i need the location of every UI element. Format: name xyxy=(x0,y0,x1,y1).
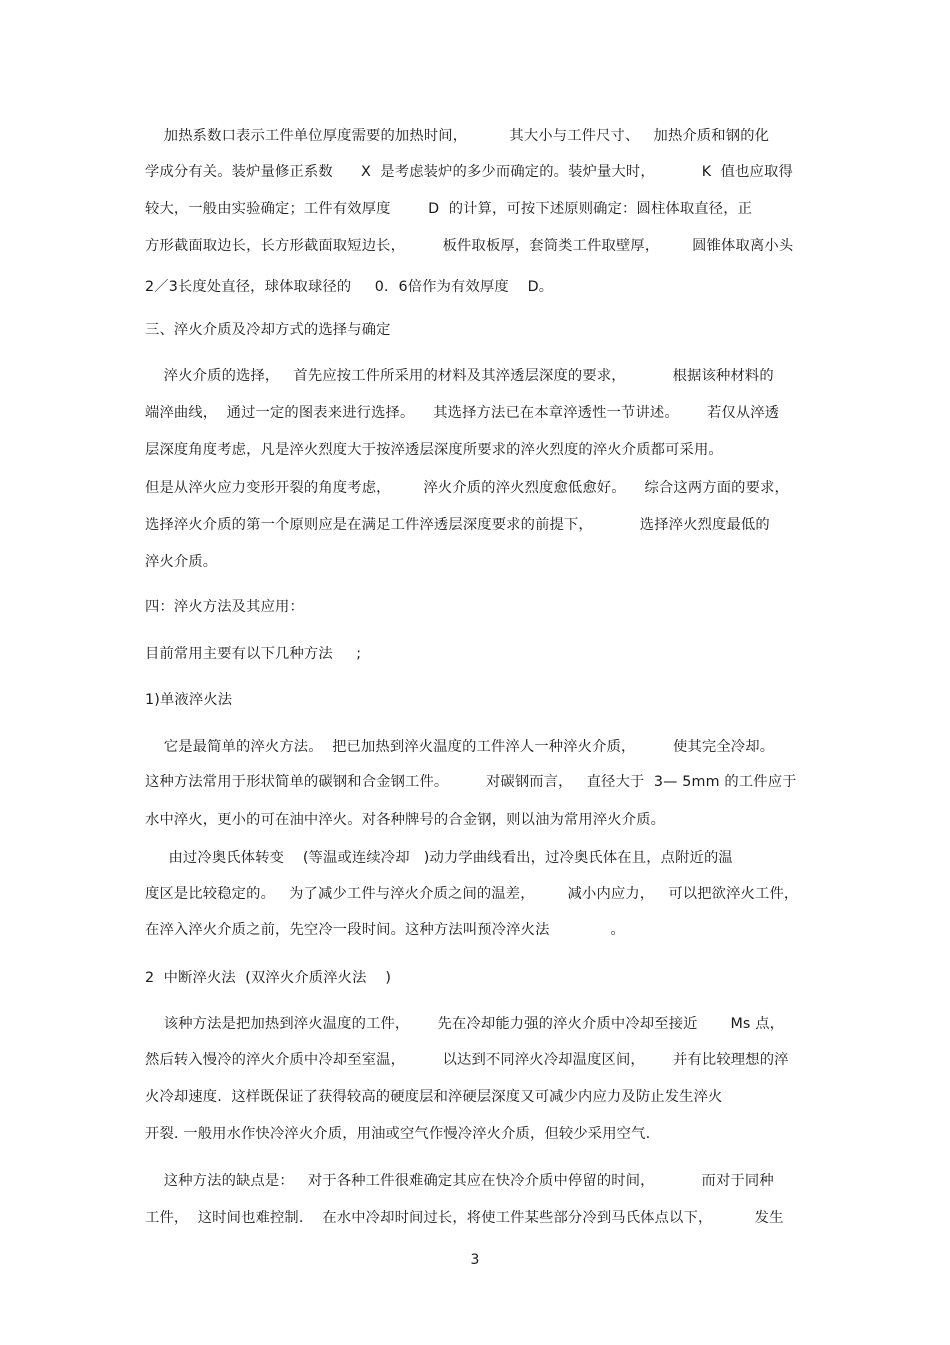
text-line: 目前常用主要有以下几种方法 ; xyxy=(145,646,362,662)
section-heading: 三、淬火介质及冷却方式的选择与确定 xyxy=(145,322,391,338)
text-line: 学成分有关。装炉量修正系数 X 是考虑装炉的多少而确定的。装炉量大时， K 值也应取得 xyxy=(145,164,793,180)
text-line: 开裂. 一般用水作快冷淬火介质，用油或空气作慢冷淬火介质，但较少采用空气. xyxy=(145,1126,651,1142)
text-line: 工件， 这时间也难控制. 在水中冷却时间过长，将使工件某些部分冷到马氏体点以下， 发生 xyxy=(145,1210,784,1226)
page-number: 3 xyxy=(470,1252,480,1268)
text-line: 由过冷奥氏体转变 (等温或连续冷却 )动力学曲线看出，过冷奥氏体在且，点附近的温 xyxy=(145,850,733,866)
text-line: 选择淬火介质的第一个原则应是在满足工件淬透层深度要求的前提下， 选择淬火烈度最低的 xyxy=(145,517,770,533)
text-line: 加热系数口表示工件单位厚度需要的加热时间， 其大小与工件尺寸、 加热介质和钢的化 xyxy=(145,128,770,144)
text-line: 然后转入慢冷的淬火介质中冷却至室温， 以达到不同淬火冷却温度区间， 并有比较理想的淬 xyxy=(145,1052,789,1068)
text-line: 层深度角度考虑，凡是淬火烈度大于按淬透层深度所要求的淬火烈度的淬火介质都可采用。 xyxy=(145,442,723,458)
text-line: 它是最简单的淬火方法。 把已加热到淬火温度的工件淬人一种淬火介质， 使其完全冷却。 xyxy=(145,739,775,755)
text-line: 淬火介质的选择， 首先应按工件所采用的材料及其淬透层深度的要求， 根据该种材料的 xyxy=(145,368,774,384)
text-line: 2／3长度处直径，球体取球径的 0．6倍作为有效厚度 D。 xyxy=(145,279,554,295)
text-line: 火冷却速度. 这样既保证了获得较高的硬度层和淬硬层深度又可减少内应力及防止发生淬火 xyxy=(145,1089,723,1105)
subsection-heading: 1)单液淬火法 xyxy=(145,692,233,708)
text-line: 较大，一般由实验确定；工件有效厚度 D 的计算，可按下述原则确定：圆柱体取直径，正 xyxy=(145,201,753,217)
text-line: 水中淬火，更小的可在油中淬火。对各种牌号的合金钢，则以油为常用淬火介质。 xyxy=(145,812,666,828)
text-line: 端淬曲线， 通过一定的图表来进行选择。 其选择方法已在本章淬透性一节讲述。 若仅从淬透 xyxy=(145,405,780,421)
text-line: 这种方法常用于形状简单的碳钢和合金钢工件。 对碳钢而言， 直径大于 3— 5mm 的工件应于 xyxy=(145,774,797,790)
text-line: 在淬入淬火介质之前，先空冷一段时间。这种方法叫预冷淬火法 。 xyxy=(145,922,625,938)
section-heading: 四：淬火方法及其应用： xyxy=(145,599,304,615)
text-line: 淬火介质。 xyxy=(145,554,218,570)
text-line: 这种方法的缺点是： 对于各种工件很难确定其应在快冷介质中停留的时间， 而对于同种 xyxy=(145,1173,774,1189)
text-line: 该种方法是把加热到淬火温度的工件， 先在冷却能力强的淬火介质中冷却至接近 Ms 点， xyxy=(145,1016,785,1032)
subsection-heading: 2 中断淬火法 (双淬火介质淬火法 ) xyxy=(145,970,392,986)
text-line: 但是从淬火应力变形开裂的角度考虑， 淬火介质的淬火烈度愈低愈好。 综合这两方面的要求， xyxy=(145,480,789,496)
text-line: 方形截面取边长，长方形截面取短边长， 板件取板厚，套筒类工件取壁厚， 圆锥体取离小头 xyxy=(145,238,794,254)
text-line: 度区是比较稳定的。 为了减少工件与淬火介质之间的温差， 减小内应力， 可以把欲淬火工件， xyxy=(145,886,799,902)
